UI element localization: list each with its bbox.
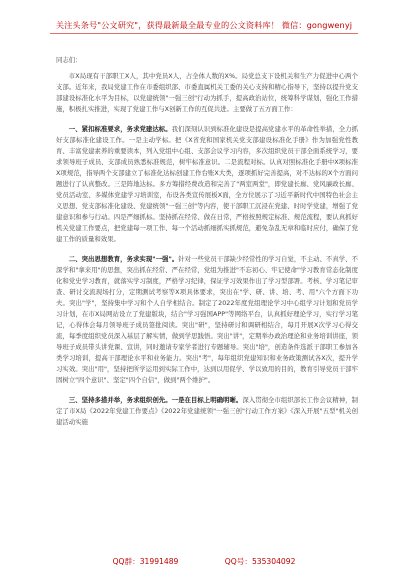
header-divider <box>50 33 358 34</box>
section-3-paragraph <box>56 395 358 428</box>
header-promo-text: 关注头条号"公文研究"，获得最新最全最专业的公文资料库！ 微信：gongwenyj <box>55 20 353 30</box>
footer-qq-group: QQ群：31991489 <box>112 557 179 566</box>
document-body <box>56 55 358 428</box>
page-footer <box>0 556 408 567</box>
intro-paragraph: 市Ⅹ局现有干部职工Ⅹ人，其中党员Ⅹ人，占全体人数的Ⅹ%。局党总支下设机关和生产力促进中心两个支部。近年来，我局党建工作在市委组织部、市委直属机关工委的关心支持和精心指导下，坚持以提升党支部建设标准化水平为目标，以党建统领"一强三创"行动为抓手，提高政治站位，统筹科学谋划，强化工作措施，积极扎实推进，实现了党建工作与Ⅹ创新工作的互促共进。主要做了五方面工作： <box>56 72 358 113</box>
section-2-text: 针对一些党员干部缺少经常性的学习自觉，不主动、不真学、不深学和"拿来用"的思想，突出抓在经常、严在经常，党组为推进"不忘初心、牢记使命"学习教育常态化制度化和党史学习教育，就落实学习制度，严格学习纪律，保证学习效果作出了学习型部署。考核、学习笔记审查、研讨交流现场打分，定期测试考察等Ⅹ项具体要求，突出在"学、研、讲、培、考、用"六个方面下功夫。突出"学"，坚持集中学习和个人自学相结合。制定了2022年度党组理论学习中心组学习计划和党员学习计划，在市Ⅹ局网站设立了党建版块，结合"学习强国APP"等网络平台，认真抓好理论学习，实行学习笔记，心得体会每月领导班子成员签批阅读。突出"研"，坚持研讨和调研相结合，每月开展Ⅹ次学习心得交流，每季度组织党员深入基层了解实情，做到学思践悟。突出"讲"，定期举办政治理论和业务培训讲座，领导班子成员带头讲党课、宣讲，同时邀请专家学者进行专题辅导。突出"培"，创造条件选派干部职工参加各类学习培训，提高干部理论水平和业务能力。突出"考"，每年组织党建知识和业务政策测试各Ⅹ次，提升学习实效。突出"用"，坚持把所学运用到实际工作中，达到以用促学、学以致用的目的，教育引导党员干部牢固树立"四个意识"、坚定"四个自信"，做到"两个维护"。 <box>56 255 358 384</box>
section-3-heading: 三、坚持多措并举，务求组织创先。一是在目标上明确明晰。 <box>68 396 243 404</box>
section-1-heading: 一、紧扣标准要求，务求党建达标。 <box>68 125 172 133</box>
section-2-paragraph <box>56 254 358 386</box>
section-1-paragraph <box>56 124 358 245</box>
footer-qq-number: QQ号：535304092 <box>224 557 296 566</box>
section-3-text: 深入贯彻全市组织部长工作会议精神，制定了市Ⅹ局《2022年党建工作要点》《2022年党建统领"一强三创"行动工作方案》《深入开展"五型"机关创建活动实施 <box>56 396 359 426</box>
section-2-heading: 二、突出思想教育，务求实现"一强"。 <box>68 255 179 263</box>
greeting: 同志们： <box>56 56 82 64</box>
section-1-text: 我们深刻认识到标准化建设是提高党建水平的革命性举措，全力抓好支部标准化建设工作。一是主动学标。把《X省党和国家机关党支部建设标准化手册》作为加强党性教育、丰富党建素养的重要读本，列入党组中心组、支部会议学习内容，多次组织党员干部全面系统学习，要求领导班子成员、支部成员熟悉标准规范，树牢标准意识。二是流程对标。认真对照标准化手册中Ⅹ项标准Ⅹ项规范，指导两个支部建立了标准化达标创建工作台账Ⅹ大类，逐项抓好完善提高，对不达标的Ⅹ个方面问题进行了认真整改。三是阵地达标。多方筹措经费改造和完善了"两室两堂"，即党建长廊、党风廉政长廊、党员活动室、多媒体党建学习培训室，布设各类宣传展板Ⅹ面，全方位展示了习近平新时代中国特色社会主义思想、党支部标准化建设、党建统领"一强三创"等内容，使干部职工沉浸在党建、时时学党建，增强了党建意识和参与行动。四是严细抓标。坚持抓在经常、做在日常，严格按照规定标准、规范流程，要认真抓好机关党建工作要点，把党建每一项工作、每一个活动抓细抓实抓规范，避免杂乱无章和临时应付，确保了党建工作的质量和效果。 <box>56 125 359 243</box>
page-header <box>0 0 408 48</box>
